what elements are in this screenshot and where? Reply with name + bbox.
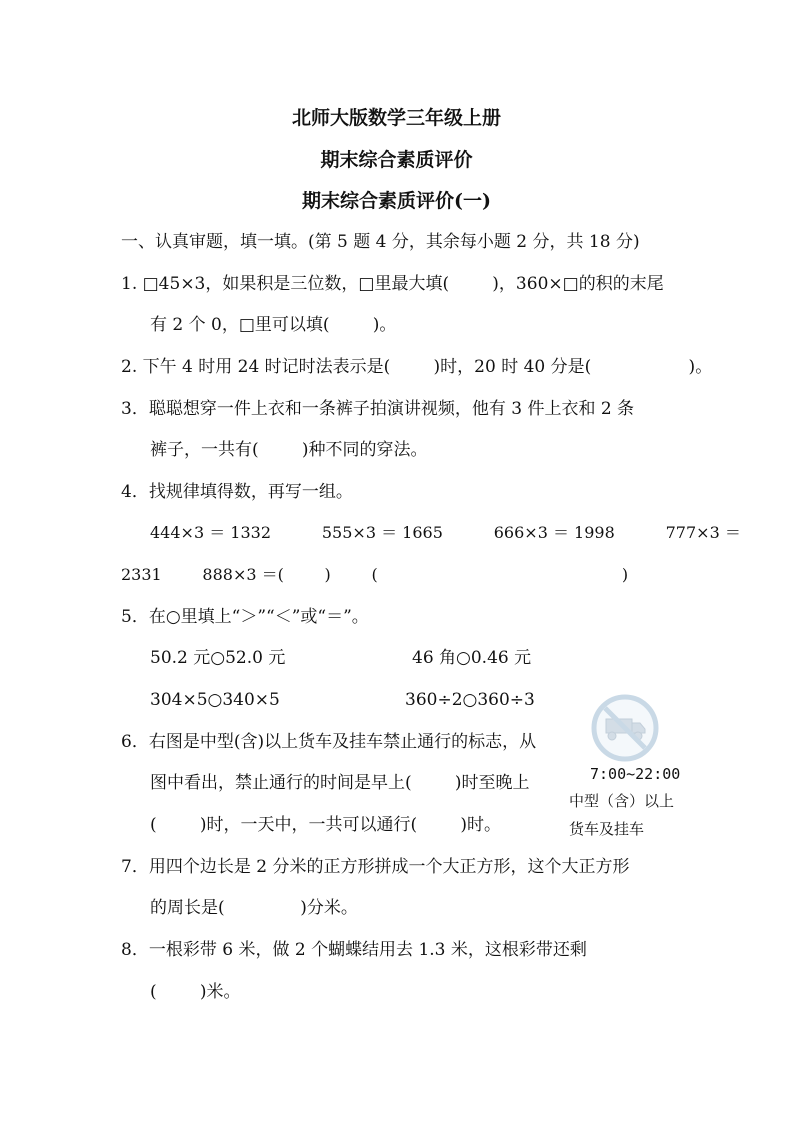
page-title: 期末综合素质评价(一) <box>302 190 491 212</box>
sign-time: 7:00~22:00 <box>590 765 681 783</box>
question-3-line-1: 3．聪聪想穿一件上衣和一条裤子拍演讲视频，他有 3 件上衣和 2 条 <box>121 399 635 419</box>
question-4-row-1: 444×3 ＝ 1332 555×3 ＝ 1665 666×3 ＝ 1998 777×3 ＝ <box>150 523 741 542</box>
question-8-line-2: ( )米。 <box>150 982 241 1002</box>
sign-caption-line-2: 货车及挂车 <box>569 820 645 838</box>
question-8-line-1: 8．一根彩带 6 米，做 2 个蝴蝶结用去 1.3 米，这根彩带还剩 <box>121 940 587 960</box>
question-3-line-2: 裤子，一共有( )种不同的穿法。 <box>150 440 428 460</box>
question-7-line-1: 7．用四个边长是 2 分米的正方形拼成一个大正方形，这个大正方形 <box>121 857 630 877</box>
sign-caption-line-1: 中型（含）以上 <box>569 792 675 810</box>
section-heading: 一、认真审题，填一填。(第 5 题 4 分，其余每小题 2 分，共 18 分) <box>121 232 640 252</box>
question-6-line-1: 6．右图是中型(含)以上货车及挂车禁止通行的标志，从 <box>121 732 537 752</box>
page-subtitle: 期末综合素质评价 <box>320 149 473 171</box>
question-4: 4．找规律填得数，再写一组。 <box>121 482 353 502</box>
question-1-line-1: 1. □45×3，如果积是三位数，□里最大填( )，360×□的积的末尾 <box>121 274 664 294</box>
question-1-line-2: 有 2 个 0，□里可以填( )。 <box>150 315 397 335</box>
question-5-item-2: 46 角○0.46 元 <box>412 648 532 668</box>
question-4-row-2: 2331 888×3 ＝( ) ( ) <box>121 565 629 584</box>
question-5: 5．在○里填上“＞”“＜”或“＝”。 <box>121 607 369 627</box>
question-2: 2. 下午 4 时用 24 时记时法表示是( )时，20 时 40 分是( )。 <box>121 357 713 377</box>
question-5-item-3: 304×5○340×5 <box>150 690 280 710</box>
question-5-item-4: 360÷2○360÷3 <box>405 690 535 710</box>
question-5-item-1: 50.2 元○52.0 元 <box>150 648 286 668</box>
no-trucks-sign-icon <box>590 693 660 763</box>
book-title: 北师大版数学三年级上册 <box>291 107 501 129</box>
question-6-line-2: 图中看出，禁止通行的时间是早上( )时至晚上 <box>150 773 530 793</box>
question-7-line-2: 的周长是( )分米。 <box>150 898 358 918</box>
question-6-line-3: ( )时，一天中，一共可以通行( )时。 <box>150 815 501 835</box>
